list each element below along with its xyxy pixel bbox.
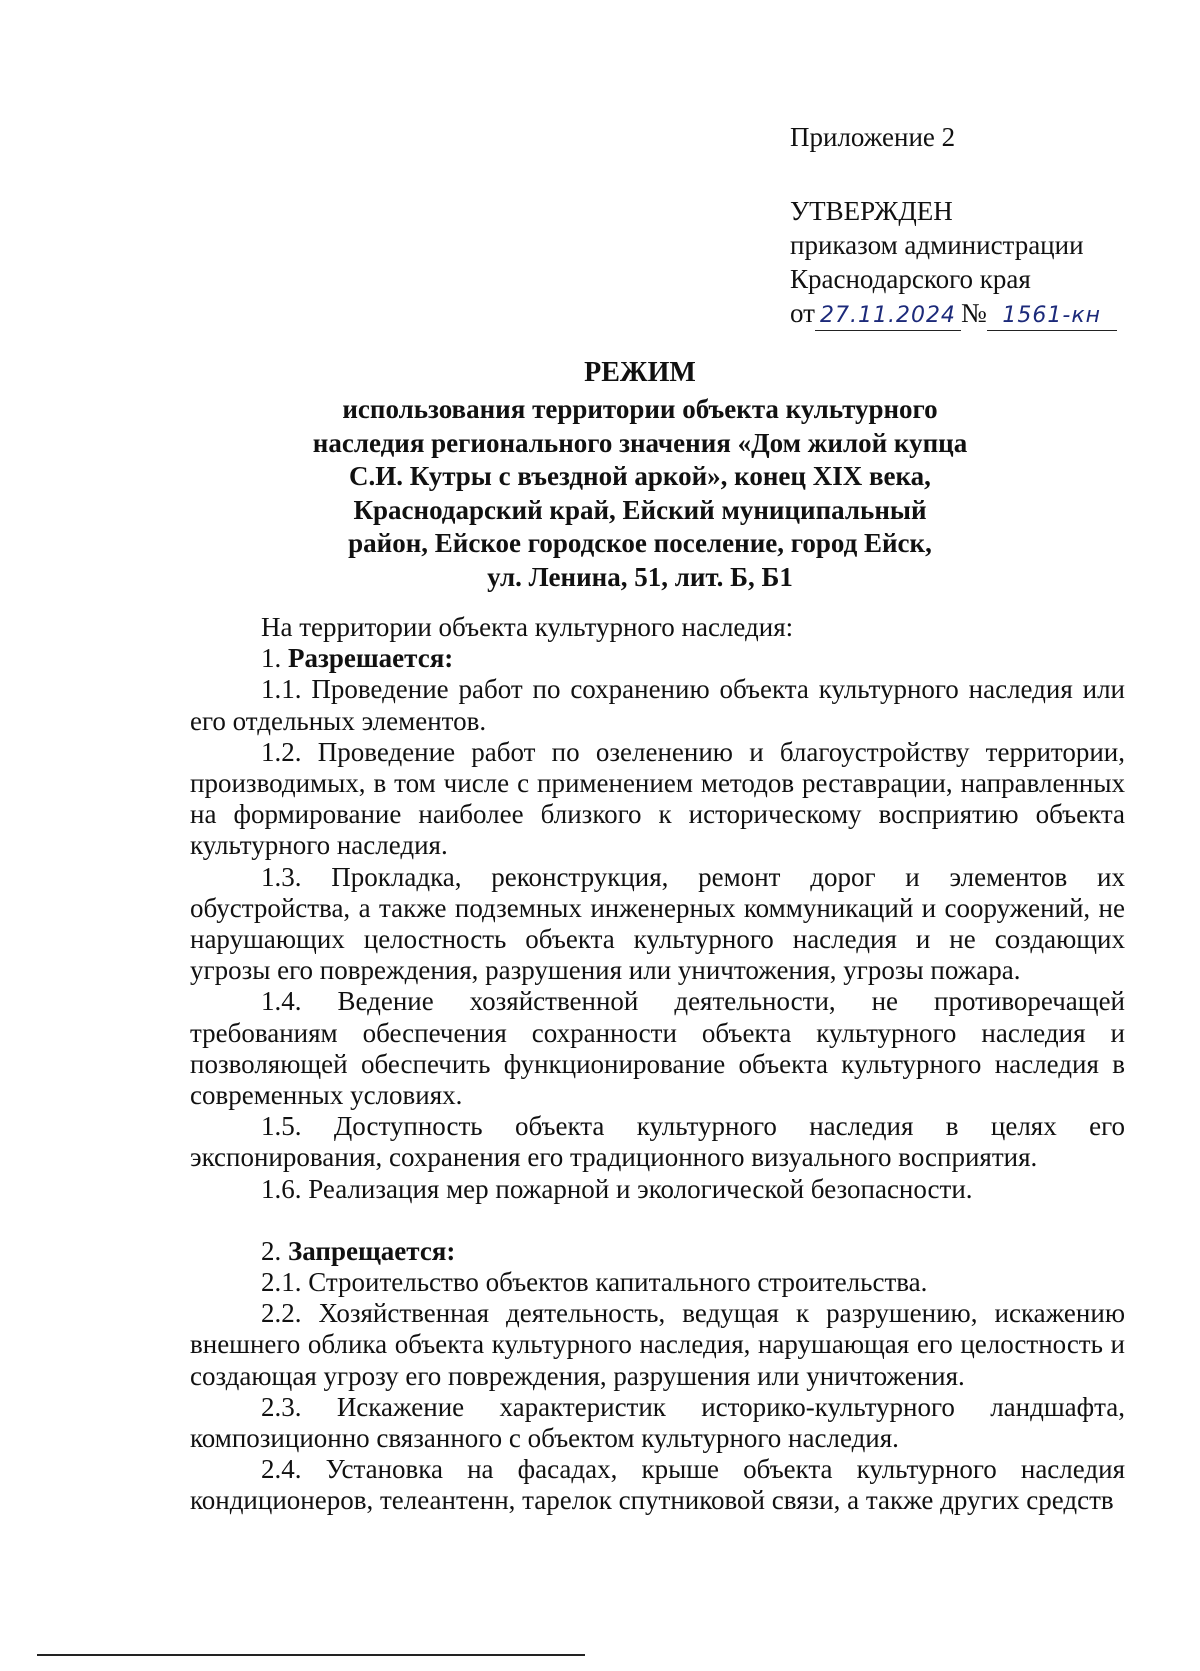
list-item: 1.2. Проведение работ по озеленению и благоустройству территории, производимых, в том числе с применением методов реставрации, направленных на формирование наиболее близкого к историческому восприятию объекта культурного наследия. — [190, 736, 1125, 861]
appendix-label: Приложение 2 — [790, 122, 956, 152]
list-item: 2.3. Искажение характеристик историко-культурного ландшафта, композиционно связанного с объектом культурного наследия. — [190, 1391, 1125, 1454]
section-title: Запрещается: — [288, 1235, 456, 1266]
order-label: приказом администрации — [790, 230, 1084, 260]
title-line: наследия регионального значения «Дом жилой купца — [312, 427, 968, 458]
title-line: С.И. Кутры с въездной аркой», конец XIX века, — [349, 461, 931, 491]
section-spacer — [190, 1205, 1125, 1236]
list-item: 1.1. Проведение работ по сохранению объекта культурного наследия или его отдельных элементов. — [190, 674, 1125, 736]
list-item: 1.3. Прокладка, реконструкция, ремонт дорог и элементов их обустройства, а также подземных инженерных коммуникаций и сооружений, не нарушающих целостность объекта культурного наследия и не создающих угрозы его повреждения, разрушения или уничтожения, угрозы пожара. — [190, 861, 1125, 986]
date-prefix: от — [790, 298, 815, 328]
title-line: ул. Ленина, 51, лит. Б, Б1 — [487, 561, 793, 592]
title-line: район, Ейское городское поселение, город Ейск, — [348, 528, 932, 558]
title-line: Краснодарский край, Ейский муниципальный — [353, 494, 927, 525]
title-main: РЕЖИМ — [584, 357, 696, 388]
section-title: Разрешается: — [288, 643, 454, 674]
approved-label: УТВЕРЖДЕН — [790, 196, 953, 226]
handwritten-number: 1561-кн — [987, 302, 1117, 331]
title-line: использования территории объекта культурного — [342, 394, 938, 424]
section-heading — [190, 643, 1125, 674]
intro-paragraph: На территории объекта культурного наследия: — [261, 612, 794, 642]
handwritten-date: 27.11.2024 — [815, 302, 961, 331]
section-number: 1. — [261, 643, 288, 674]
list-item: 2.4. Установка на фасадах, крыше объекта культурного наследия кондиционеров, телеантенн, тарелок спутниковой связи, а также других средств — [190, 1454, 1125, 1516]
region-label: Краснодарского края — [790, 264, 1031, 294]
list-item: 2.1. Строительство объектов капитального строительства. — [261, 1267, 928, 1298]
section-number: 2. — [261, 1235, 288, 1266]
list-item: 1.6. Реализация мер пожарной и экологической безопасности. — [261, 1173, 973, 1204]
approval-block — [790, 120, 1117, 331]
document-title — [240, 355, 1040, 594]
footnote-divider — [37, 1654, 585, 1656]
number-prefix: № — [960, 298, 987, 328]
list-item: 1.5. Доступность объекта культурного наследия в целях его экспонирования, сохранения его традиционного визуального восприятия. — [190, 1111, 1125, 1173]
list-item: 1.4. Ведение хозяйственной деятельности, не противоречащей требованиям обеспечения сохранности объекта культурного наследия и позволяющей обеспечить функционирование объекта культурного наследия в современных условиях. — [190, 986, 1125, 1111]
document-body — [190, 612, 1125, 1517]
section-heading — [190, 1236, 1125, 1267]
date-number-line — [790, 296, 1117, 331]
list-item: 2.2. Хозяйственная деятельность, ведущая к разрушению, искажению внешнего облика объекта культурного наследия, нарушающая его целостность и создающая угрозу его повреждения, разрушения или уничтожения. — [190, 1298, 1125, 1391]
